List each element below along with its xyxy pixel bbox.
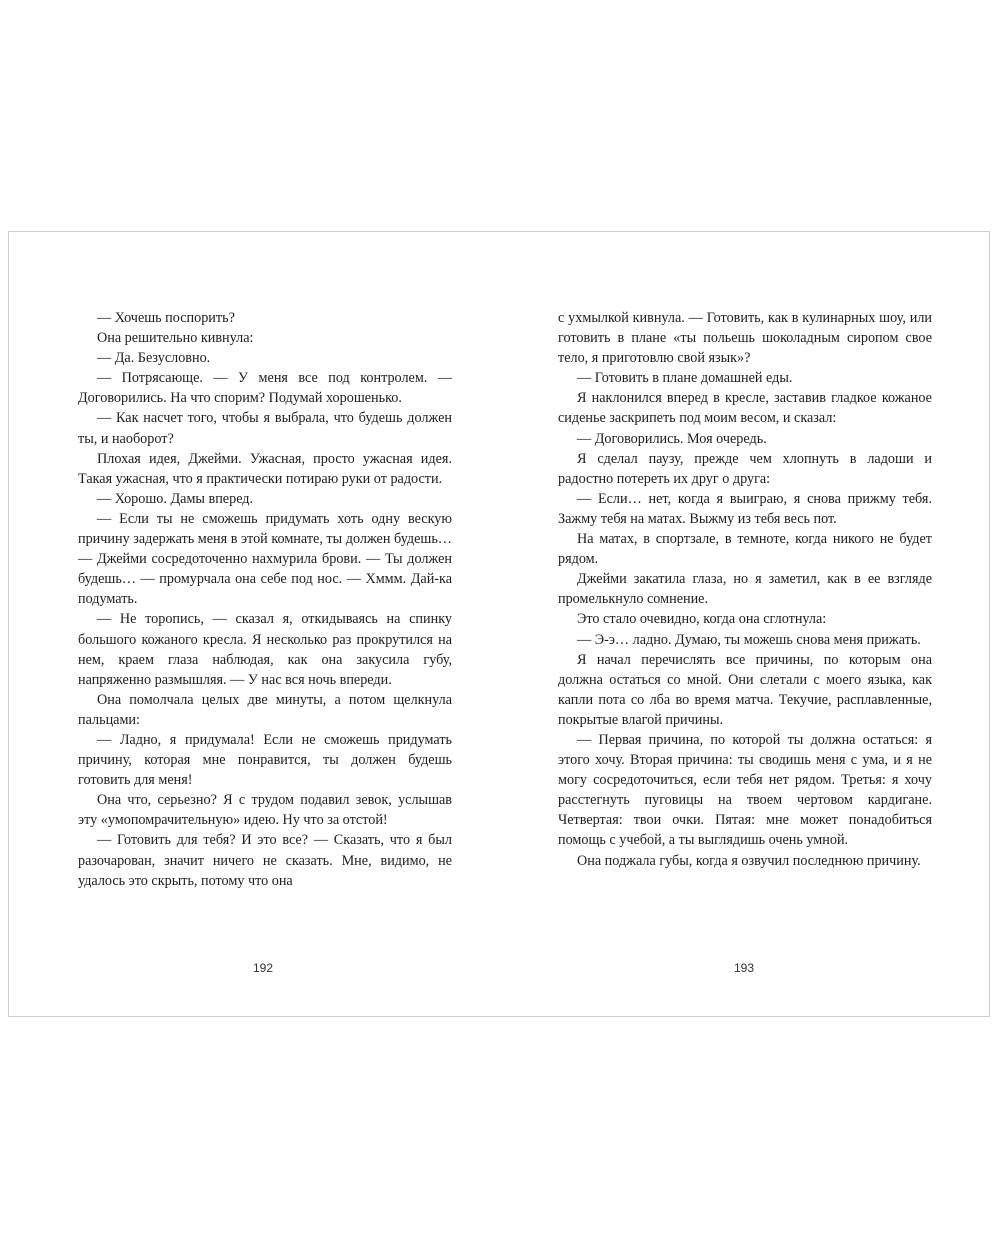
- paragraph: — Если ты не сможешь придумать хоть одну вескую причину задержать меня в этой комнате, ты должен будешь… — Джейми сосредоточенно нахмурила брови. — Ты должен будешь… — промурчала она себе под нос. — Хммм. Дай-ка подумать.: [78, 510, 452, 608]
- paragraph: — Хочешь поспорить?: [97, 310, 235, 326]
- book-spread: [8, 231, 990, 1017]
- paragraph: с ухмылкой кивнула. — Готовить, как в кулинарных шоу, или готовить в плане «ты польешь шоколадным сиропом свое тело, я приготовлю свой язык»?: [558, 310, 932, 367]
- paragraph: Это стало очевидно, когда она сглотнула:: [577, 611, 827, 628]
- paragraph: Она помолчала целых две минуты, а потом щелкнула пальцами:: [78, 691, 452, 728]
- paragraph: На матах, в спортзале, в темноте, когда никого не будет рядом.: [558, 531, 932, 568]
- page-number-right: 193: [733, 961, 755, 975]
- paragraph: Она что, серьезно? Я с трудом подавил зевок, услышав эту «умопомрачительную» идею. Ну что за отстой!: [78, 792, 452, 829]
- paragraph: Она решительно кивнула:: [97, 330, 254, 347]
- paragraph: — Да. Безусловно.: [97, 350, 211, 367]
- paragraph: — Э-э… ладно. Думаю, ты можешь снова меня прижать.: [577, 631, 921, 648]
- paragraph: — Если… нет, когда я выиграю, я снова прижму тебя. Зажму тебя на матах. Выжму из тебя весь пот.: [558, 490, 932, 527]
- paragraph: — Готовить для тебя? И это все? — Сказать, что я был разочарован, значит ничего не сказать. Мне, видимо, не удалось это скрыть, потому что она: [78, 832, 452, 889]
- paragraph: Я начал перечислять все причины, по которым она должна остаться со мной. Они слетали с моего языка, как капли пота со лба во время матча. Текучие, расплавленные, покрытые влагой причины.: [558, 651, 932, 728]
- paragraph: — Хорошо. Дамы вперед.: [97, 490, 254, 507]
- paragraph: Я наклонился вперед в кресле, заставив гладкое кожаное сиденье заскрипеть под моим весом, и сказал:: [558, 390, 932, 427]
- paragraph: Плохая идея, Джейми. Ужасная, просто ужасная идея. Такая ужасная, что я практически потираю руки от радости.: [78, 450, 452, 487]
- paragraph: — Договорились. Моя очередь.: [577, 430, 767, 447]
- paragraph: Джейми закатила глаза, но я заметил, как в ее взгляде промелькнуло сомнение.: [558, 571, 932, 608]
- paragraph: — Готовить в плане домашней еды.: [577, 370, 793, 387]
- right-page-text: [558, 308, 932, 871]
- paragraph: — Как насчет того, чтобы я выбрала, что будешь должен ты, и наоборот?: [78, 410, 452, 447]
- paragraph: — Ладно, я придумала! Если не сможешь придумать причину, которая мне понравится, ты должен будешь готовить для меня!: [78, 731, 452, 789]
- page-number-left: 192: [252, 961, 274, 975]
- paragraph: — Потрясающе. — У меня все под контролем. — Договорились. На что спорим? Подумай хорошенько.: [78, 370, 452, 407]
- paragraph: Я сделал паузу, прежде чем хлопнуть в ладоши и радостно потереть их друг о друга:: [558, 450, 932, 487]
- paragraph: Она поджала губы, когда я озвучил последнюю причину.: [577, 852, 921, 869]
- paragraph: — Не торопись, — сказал я, откидываясь на спинку большого кожаного кресла. Я несколько раз прокрутился на нем, краем глаза наблюдая, как она закусила губу, напряженно размышляя. — У нас вся ночь впереди.: [78, 611, 452, 688]
- left-page-text: [78, 308, 452, 891]
- paragraph: — Первая причина, по которой ты должна остаться: я этого хочу. Вторая причина: ты сводишь меня с ума, и я не могу сосредоточиться, если тебя нет рядом. Третья: я хочу расстегнуть пуговицы на твоем чертовом кардигане. Четвертая: твои очки. Пятая: мне может понадобиться помощь с учебой, а ты выглядишь очень умной.: [558, 731, 932, 849]
